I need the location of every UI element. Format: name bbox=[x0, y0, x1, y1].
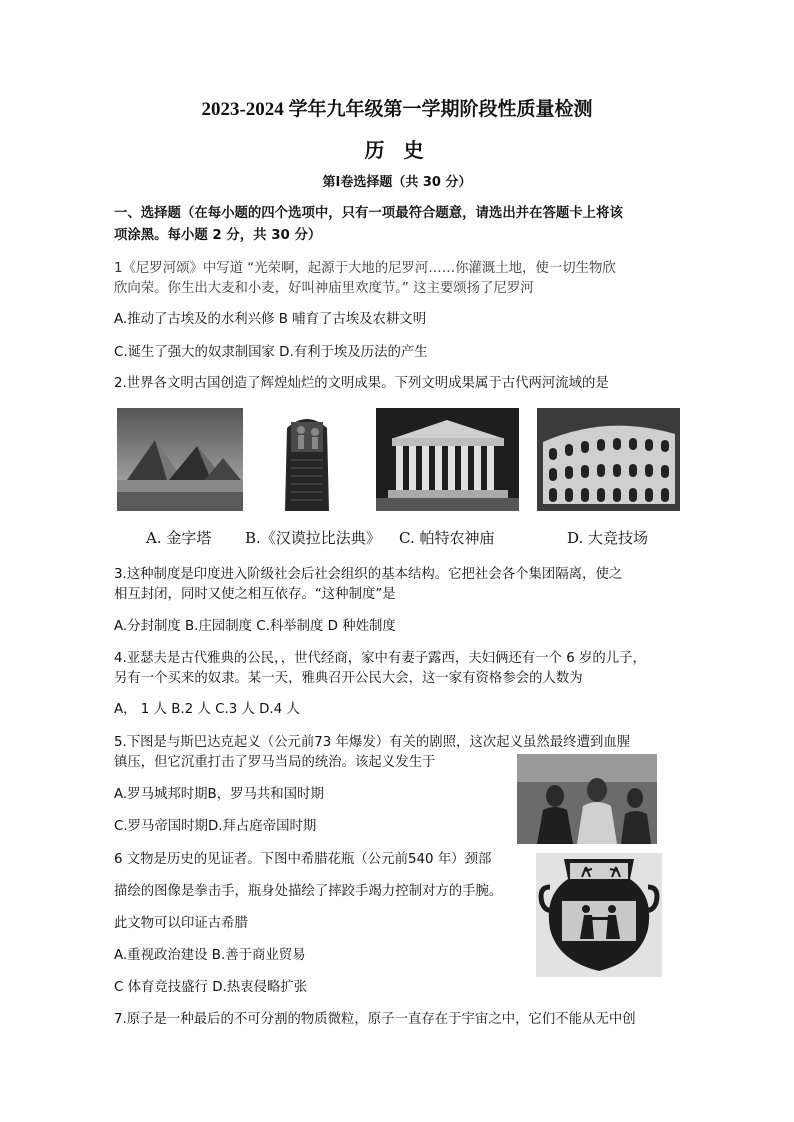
q6-stem-line-3: 此文物可以印证古希腊 bbox=[114, 916, 248, 931]
q2-stem: 2.世界各文明古国创造了辉煌灿烂的文明成果。下列文明成果属于古代两河流域的是 bbox=[114, 376, 609, 391]
q6-stem-line-2: 描绘的图像是拳击手，瓶身处描绘了摔跤手竭力控制对方的手腕。 bbox=[114, 884, 503, 899]
q1-stem-line-1: 1《尼罗河颂》中写道 “光荣啊，起源于大地的尼罗河……你灌溉土地，使一切生物欣 bbox=[114, 261, 616, 276]
q1-options-ab: A.推动了古埃及的水利兴修 B 哺育了古埃及农耕文明 bbox=[114, 312, 427, 327]
q2-caption-b: B.《汉谟拉比法典》 bbox=[245, 529, 381, 547]
instruction-line-1: 一、选择题（在每小题的四个选项中，只有一项最符合题意，请选出并在答题卡上将该 bbox=[114, 206, 623, 221]
q6-options-cd: C 体育竞技盛行 D.热衷侵略扩张 bbox=[114, 980, 308, 995]
q3-stem-line-1: 3.这种制度是印度进入阶级社会后社会组织的基本结构。它把社会各个集团隔离，使之 bbox=[114, 567, 623, 582]
q4-stem-line-2: 另有一个买来的奴隶。某一天，雅典召开公民大会，这一家有资格参会的人数为 bbox=[114, 671, 583, 686]
parthenon-photo bbox=[376, 408, 519, 511]
q4-stem-line-1: 4.亚瑟夫是古代雅典的公民，，世代经商，家中有妻子露西，夫妇俩还有一个 6 岁的儿子， bbox=[114, 651, 646, 666]
subject-title: 历 史 bbox=[364, 138, 430, 162]
q3-options: A.分封制度 B.庄园制度 C.科举制度 D 种姓制度 bbox=[114, 619, 396, 634]
q5-stem-line-1: 5.下图是与斯巴达克起义（公元前73 年爆发）有关的剧照，这次起义虽然最终遭到血腥 bbox=[114, 735, 631, 750]
colosseum-photo bbox=[537, 408, 680, 511]
q6-stem-line-1: 6 文物是历史的见证者。下图中希腊花瓶（公元前540 年）颈部 bbox=[114, 852, 492, 867]
greek-vase-photo bbox=[536, 853, 662, 977]
q7-stem-line-1: 7.原子是一种最后的不可分割的物质微粒，原子一直存在于宇宙之中，它们不能从无中创 bbox=[114, 1012, 636, 1027]
spartacus-drama-still-photo bbox=[517, 754, 657, 844]
q2-caption-c: C. 帕特农神庙 bbox=[399, 529, 495, 547]
q2-caption-d: D. 大竞技场 bbox=[567, 529, 649, 547]
instruction-line-2: 项涂黑。每小题 2 分，共 30 分） bbox=[114, 228, 322, 243]
q5-options-ab: A.罗马城邦时期B，罗马共和国时期 bbox=[114, 787, 324, 802]
q3-stem-line-2: 相互封闭，同时又使之相互依存。“这种制度”是 bbox=[114, 587, 396, 602]
q5-stem-line-2: 镇压，但它沉重打击了罗马当局的统治。该起义发生于 bbox=[114, 755, 436, 770]
hammurabi-code-stele-photo bbox=[277, 408, 337, 511]
q2-caption-a: A. 金字塔 bbox=[146, 529, 212, 547]
q1-stem-line-2: 欣向荣。你生出大麦和小麦，好叫神庙里欢度节。” 这主要颂扬了尼罗河 bbox=[114, 281, 534, 296]
q1-options-cd: C.诞生了强大的奴隶制国家 D.有利于埃及历法的产生 bbox=[114, 345, 428, 360]
exam-title: 2023-2024 学年九年级第一学期阶段性质量检测 bbox=[201, 99, 593, 120]
pyramids-photo bbox=[117, 408, 243, 511]
q5-options-cd: C.罗马帝国时期D.拜占庭帝国时期 bbox=[114, 819, 317, 834]
q6-options-ab: A.重视政治建设 B.善于商业贸易 bbox=[114, 948, 306, 963]
section-heading: 第Ⅰ卷选择题（共 30 分） bbox=[322, 175, 472, 190]
q4-options: A， 1 人 B.2 人 C.3 人 D.4 人 bbox=[114, 702, 300, 717]
